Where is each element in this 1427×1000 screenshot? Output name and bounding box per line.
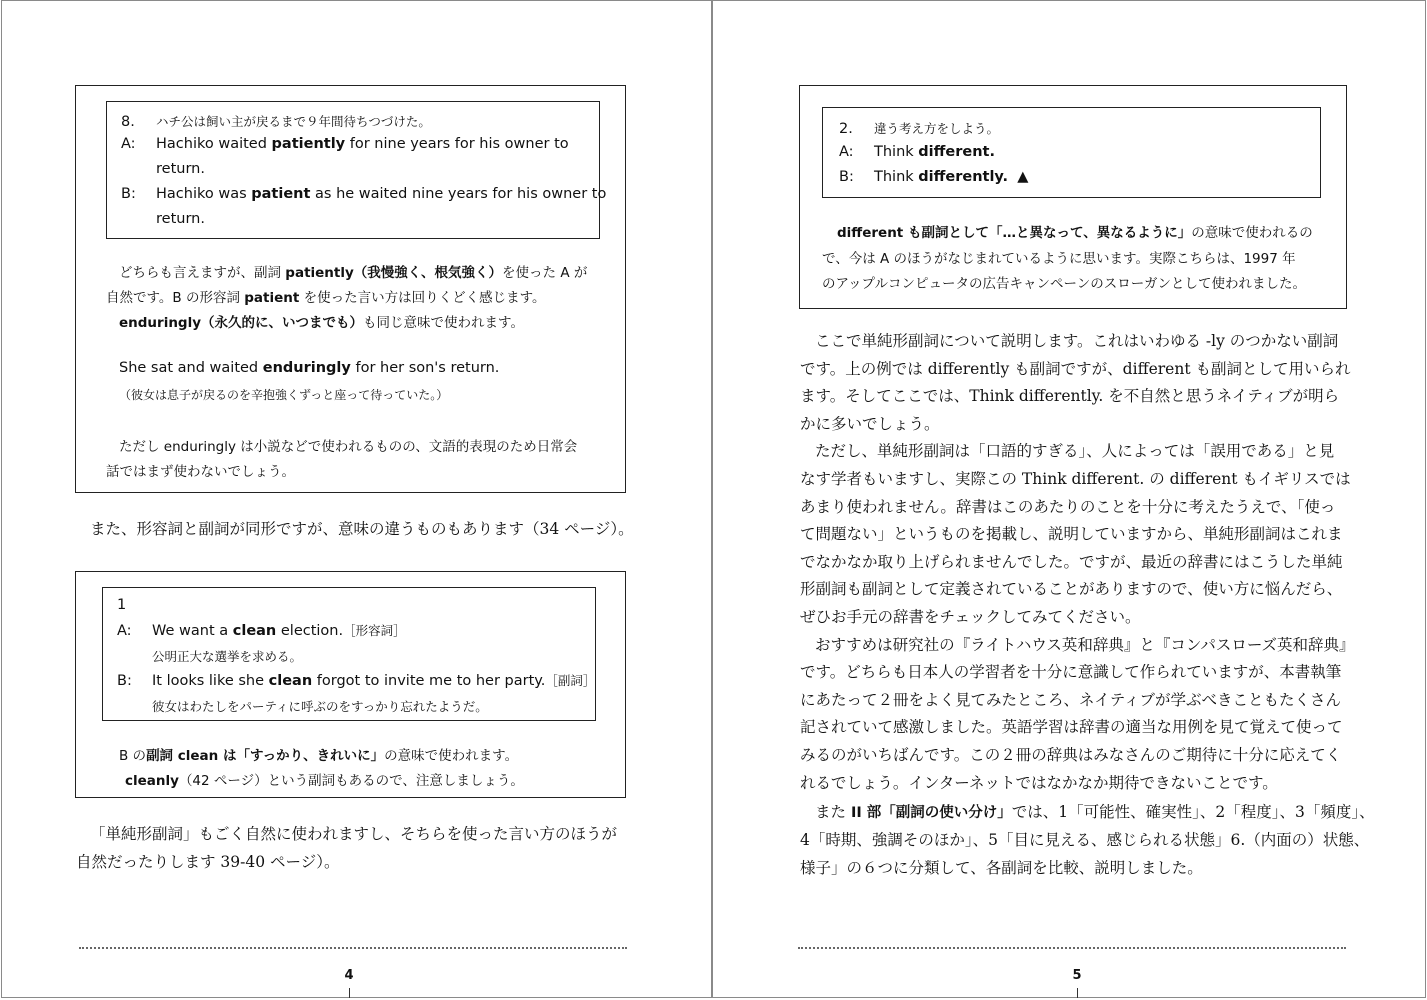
example-box-different — [799, 85, 1347, 309]
body-line: ぜひお手元の辞書をチェックしてみてください。 — [800, 608, 1141, 626]
explanation-line: different も副詞として「…と異なって、異なるように」の意味で使われるの — [837, 225, 1313, 241]
body-line: ただし、単純形副詞は「口語的すぎる」、人によっては「誤用である」と見 — [815, 442, 1335, 461]
body-line: れるでしょう。インターネットではなかなか期待できないことです。 — [800, 773, 1278, 792]
explanation-line: B の副詞 clean は「すっかり、きれいに」の意味で使われます。 — [119, 748, 519, 764]
example-b-line2: return. — [156, 211, 205, 227]
example-a-line: A: Hachiko waited patiently for nine years for his owner to — [121, 136, 569, 152]
triangle-icon: ▲ — [1017, 169, 1029, 185]
example-inner-box — [106, 101, 607, 239]
example-inner-box — [822, 107, 1321, 198]
body-paragraph: また II 部「副詞の使い分け」では、1「可能性、確実性」、2「程度」、3「頻度」、 — [815, 803, 1375, 821]
page-number: 5 — [1072, 968, 1082, 983]
body-paragraph: また、形容詞と副詞が同形ですが、意味の違うものもあります（34 ページ）。 — [90, 520, 634, 538]
example-a-line: A: We want a clean election.［形容詞］ — [117, 623, 406, 639]
example-inner-box — [102, 587, 596, 721]
footer-rule — [798, 947, 1346, 949]
explanation-line: enduringly（永久的に、いつまでも）も同じ意味で使われます。 — [119, 315, 524, 331]
body-paragraph: 自然だったりします 39-40 ページ）。 — [76, 853, 340, 871]
page-tick — [349, 988, 350, 998]
page-tick — [1077, 988, 1078, 998]
body-paragraph: 様子」の６つに分類して、各副詞を比較、説明しました。 — [800, 859, 1203, 877]
example-number: 8. — [121, 114, 135, 130]
body-line: にあたって２冊をよく見てみたところ、ネイティブが学ぶべきこともたくさん — [800, 690, 1341, 709]
right-page — [712, 0, 1426, 998]
body-line: て問題ない」というものを掲載し、説明していますから、単純形副詞はこれま — [800, 525, 1343, 544]
body-line: おすすめは研究社の『ライトハウス英和辞典』と『コンパスローズ英和辞典』 — [815, 635, 1355, 654]
body-line: あまり使われません。辞書はこのあたりのことを十分に考えたうえで、「使っ — [800, 497, 1336, 516]
example-box-clean — [75, 571, 626, 798]
body-paragraph: 4「時期、強調そのほか」、5「目に見える、感じられる状態」6.（内面の）状態、 — [800, 831, 1370, 849]
body-line: 記されていて感激しました。英語学習は辞書の適当な用例を見て覚えて使って — [800, 718, 1343, 737]
example-sentence: She sat and waited enduringly for her son's return. — [119, 360, 500, 376]
example-b-line: B: It looks like she clean forgot to invite me to her party.［副詞］ — [117, 673, 596, 689]
example-a-translation: 公明正大な選挙を求める。 — [152, 649, 303, 664]
body-line: なす学者もいますし、実際この Think different. の different もイギリスでは — [800, 470, 1351, 488]
explanation-line: 自然です。B の形容詞 patient を使った言い方は回りくどく感じます。 — [106, 290, 546, 306]
body-line: ます。そしてここでは、Think differently. を不自然と思うネイティブが明ら — [800, 387, 1340, 406]
body-paragraph: 「単純形副詞」もごく自然に使われますし、そちらを使った言い方のほうが — [90, 825, 618, 843]
explanation-line: ただし enduringly は小説などで使われるものの、文語的表現のため日常会 — [119, 439, 578, 455]
explanation-line: のアップルコンピュータの広告キャンペーンのスローガンとして使われました。 — [822, 276, 1306, 292]
explanation-line: で、今は A のほうがなじまれているように思います。実際こちらは、1997 年 — [822, 251, 1296, 267]
example-header — [121, 112, 431, 130]
body-line: です。どちらも日本人の学習者を十分に意識して作られていますが、本書執筆 — [800, 663, 1342, 682]
example-translation: （彼女は息子が戻るのを辛抱強くずっと座って待っていた。） — [119, 388, 449, 402]
body-line: かに多いでしょう。 — [800, 414, 940, 433]
left-page — [1, 0, 712, 998]
example-japanese: ハチ公は飼い主が戻るまで９年間待ちつづけた。 — [156, 114, 431, 129]
example-b-translation: 彼女はわたしをパーティに呼ぶのをすっかり忘れたようだ。 — [152, 699, 488, 714]
example-number: 1 — [117, 597, 127, 613]
body-line: ここで単純形副詞について説明します。これはいわゆる -ly のつかない副詞 — [815, 332, 1339, 350]
body-line: です。上の例では differently も副詞ですが、different も副詞として用いられ — [800, 359, 1351, 378]
footer-rule — [79, 947, 627, 949]
body-line: 形副詞も副詞として定義されていることがありますので、使い方に悩んだら、 — [800, 580, 1343, 599]
example-japanese: 違う考え方をしよう。 — [874, 121, 1000, 136]
example-b-line: B: Hachiko was patient as he waited nine years for his owner to — [121, 186, 607, 202]
example-b-line: B: Think differently. ▲ — [839, 169, 1029, 185]
example-header — [839, 119, 999, 137]
example-a-line: A: Think different. — [839, 144, 995, 160]
example-a-line2: return. — [156, 161, 205, 177]
explanation-line: cleanly（42 ページ）という副詞もあるので、注意しましょう。 — [125, 773, 524, 789]
explanation-line: どちらも言えますが、副詞 patiently（我慢強く、根気強く）を使った A が — [119, 265, 588, 281]
page-number: 4 — [344, 968, 354, 983]
body-line: みるのがいちばんです。この２冊の辞典はみなさんのご期待に十分に応えてく — [800, 746, 1342, 764]
body-line: でなかなか取り上げられませんでした。ですが、最近の辞書にはこうした単純 — [800, 552, 1343, 571]
example-number: 2. — [839, 121, 853, 137]
example-box-patiently — [75, 85, 626, 493]
explanation-line: 話ではまず使わないでしょう。 — [106, 464, 295, 480]
